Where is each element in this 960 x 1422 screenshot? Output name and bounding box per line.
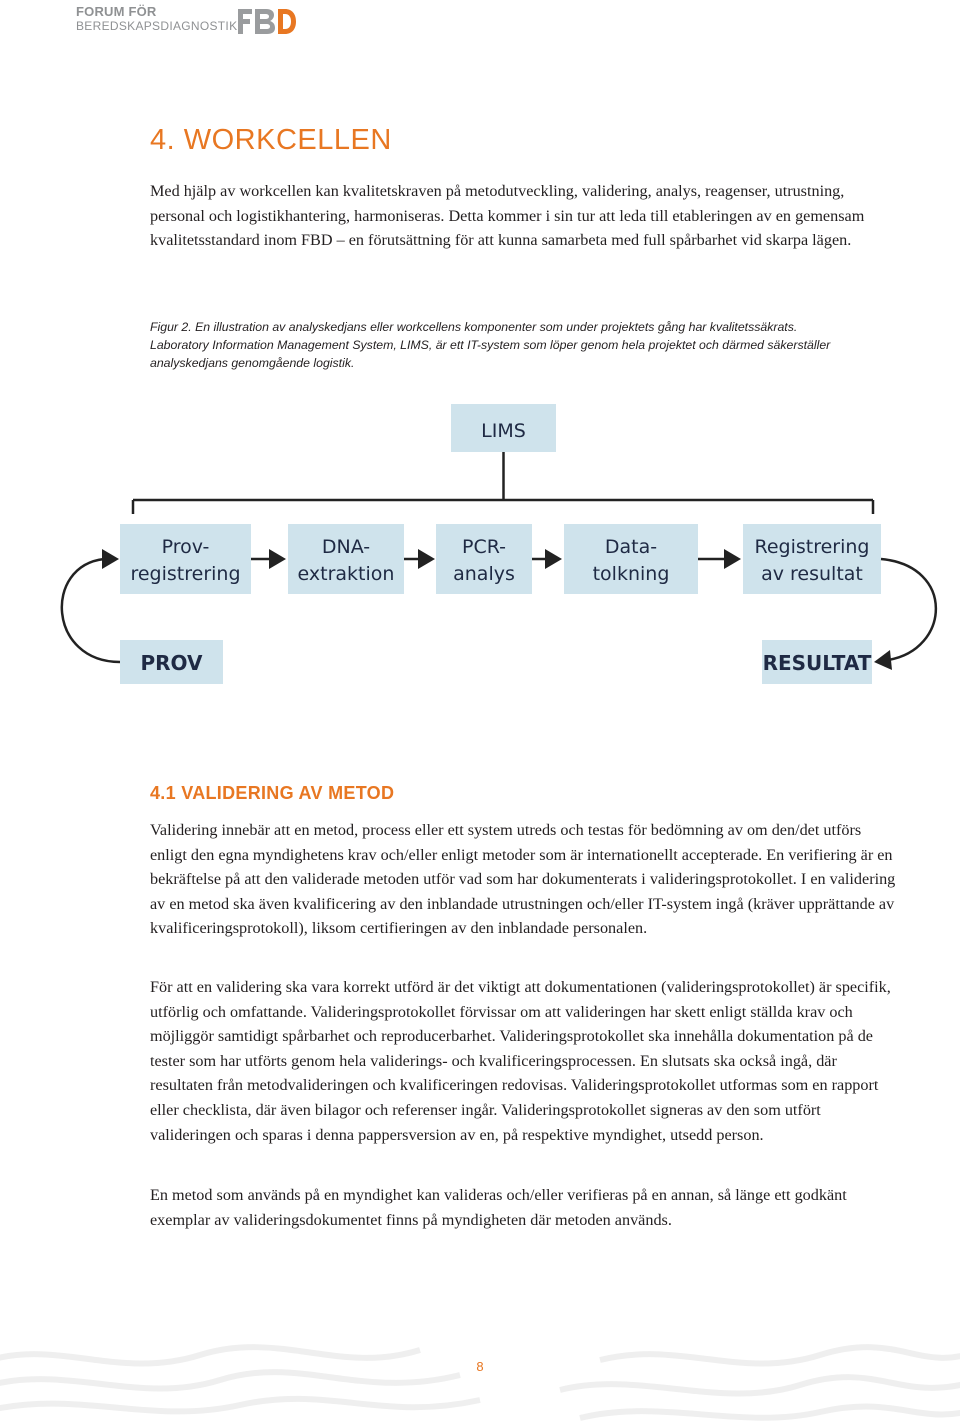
lims-bracket (133, 452, 873, 514)
step-box-2 (436, 524, 532, 594)
arrow-icon (724, 549, 741, 569)
prov-box (120, 640, 223, 684)
step-box-1 (288, 524, 404, 594)
resultat-box (762, 640, 872, 684)
figure-caption: Figur 2. En illustration av analyskedjans eller workcellens komponenter som under projektets gång har kvalitetssäkrats. Laboratory Information Management System, LIMS, är ett IT-system som löper genom hela projektet och därmed säkerställer analyskedjans genomgående logistik. (150, 320, 831, 370)
step-label-line2: analys (453, 563, 515, 585)
step-box-4 (743, 524, 881, 594)
prov-label: PROV (140, 651, 203, 675)
resultat-label: RESULTAT (762, 651, 872, 675)
paragraph-2: För att en validering ska vara korrekt utförd är det viktigt att dokumentationen (valideringsprotokollet) är specifik, utförlig och omfattande. Valideringsprotokollet förvissar om att valideringen har skett enligt ställda krav och möjliggör samtidigt spårbarhet och reproducerbarhet. Valideringsprotokollet ska innehålla dokumentation på de tester som har utförts genom hela validerings- och kvalificeringsprocessen. En slutsats ska också ingå, där resultaten från metodvalideringen och kvalificeringen redovisas. Valideringsprotokollet utformas som en rapport eller checklista, där även bilagor och referenser ingår. Valideringsprotokollet signeras av den som utfört valideringen och sparas i denna pappersversion av en, på respektive myndighet, utsedd person. (150, 978, 891, 1144)
step-label-line2: tolkning (592, 563, 670, 585)
step-box-3 (564, 524, 698, 594)
step-box-0 (120, 524, 251, 594)
curve-end-to-resultat (881, 559, 936, 660)
paragraph-3: En metod som används på en myndighet kan valideras och/eller verifieras på en annan, så länge ett godkänt exemplar av valideringsdokumentet finns på myndigheten där metoden används. (150, 1186, 847, 1229)
step-label-line2: av resultat (761, 563, 863, 585)
step-label-line1: Data- (604, 536, 658, 558)
intro-paragraph: Med hjälp av workcellen kan kvalitetskraven på metodutveckling, validering, analys, reagenser, utrustning, personal och logistikhantering, harmoniseras. Detta kommer i sin tur att leda till etableringen av en gemensam kvalitetsstandard inom FBD – en förutsättning för att kunna samarbeta med full spårbarhet vid skarpa lägen. (150, 182, 865, 250)
curve-prov-to-start (62, 559, 120, 662)
brand-line1: FORUM FÖR (76, 4, 157, 19)
page-number: 8 (476, 1359, 484, 1374)
fbd-logo-icon (236, 6, 298, 36)
arrow-icon (874, 650, 892, 670)
arrow-icon (545, 549, 562, 569)
footer-pattern (0, 1330, 960, 1422)
paragraph-1: Validering innebär att en metod, process eller ett system utreds och testas för bedömning av om den/det utförs enligt den egna myndighetens krav och/eller enligt metoder som är internationellt accepterade. En verifiering är en bekräftelse på att den validerade metoden utför vad som har dokumenterats i valideringsprotokollet. I en validering av en metod ska även kvalificering av den inblandade utrustningen och/eller IT-system ingå (kräver upprättande av kvalificeringsprotokoll), liksom certifieringen av den inblandade personalen. (150, 821, 896, 938)
brand-line2: BEREDSKAPSDIAGNOSTIK (76, 19, 238, 33)
lims-label: LIMS (481, 420, 526, 442)
arrow-icon (102, 549, 119, 569)
section-title: 4. WORKCELLEN (150, 124, 392, 156)
arrow-icon (418, 549, 435, 569)
step-label-line1: Registrering (754, 536, 870, 558)
step-label-line1: Prov- (161, 536, 210, 558)
subsection-title: 4.1 VALIDERING AV METOD (150, 783, 395, 803)
step-label-line1: DNA- (321, 536, 371, 558)
step-label-line2: registrering (130, 563, 241, 585)
brand-text (76, 4, 237, 34)
workcell-diagram (38, 398, 960, 698)
brand-header (76, 4, 316, 40)
step-label-line1: PCR- (461, 536, 507, 558)
step-label-line2: extraktion (297, 563, 395, 585)
arrow-icon (269, 549, 286, 569)
